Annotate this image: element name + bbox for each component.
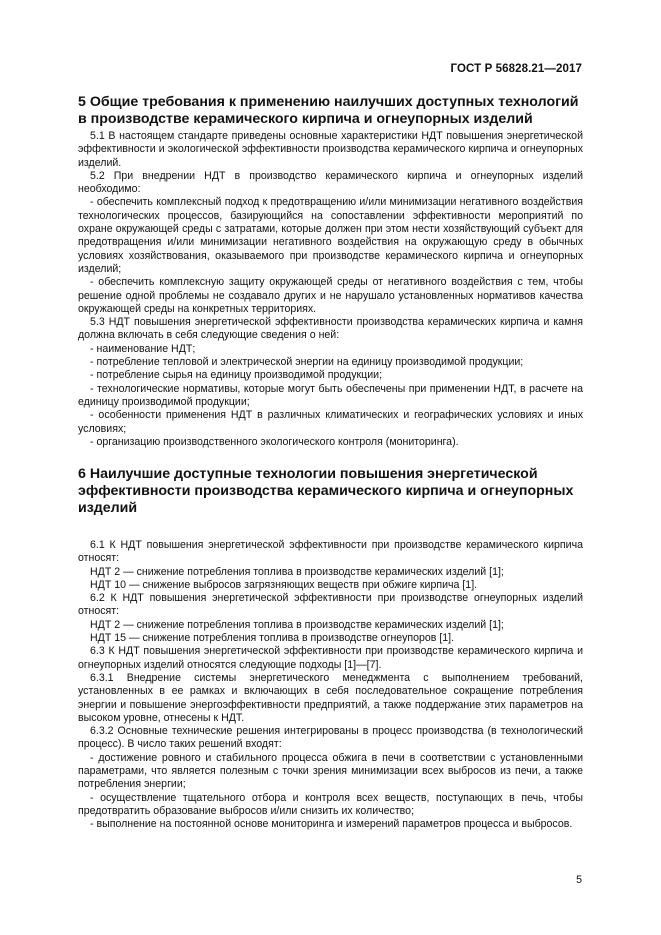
paragraph: 6.1 К НДТ повышения энергетической эффективности при производстве керамического кирпича относят: — [78, 539, 583, 565]
list-item: - выполнение на постоянной основе мониторинга и измерений параметров процесса и выбросов. — [90, 818, 573, 831]
list-item: - особенности применения НДТ в различных климатических и географических условиях и иных условиях; — [78, 409, 583, 435]
section-5-body — [78, 130, 583, 449]
standard-code: ГОСТ Р 56828.21—2017 — [450, 63, 582, 75]
paragraph: НДТ 2 — снижение потребления топлива в производстве керамических изделий [1]; — [90, 618, 504, 631]
list-item: - технологические нормативы, которые могут быть обеспечены при применении НДТ, в расчете на единицу производимой продукции; — [78, 382, 583, 408]
list-item: - потребление сырья на единицу производимой продукции; — [90, 369, 383, 382]
paragraph: 6.3.1 Внедрение системы энергетического менеджмента с выполнением требований, установленных в ее рамках и включающих в себя последовательное сокращение потребления энергии и повышение энергоэффективности предприятий, а также поддержание этих параметров на высоком уровне, отнесены к НДТ. — [78, 671, 583, 724]
paragraph: 5.3 НДТ повышения энергетической эффективности производства керамических кирпича и камня должна включать в себя следующие сведения о ней: — [78, 316, 583, 342]
section-6-body — [78, 539, 583, 832]
list-item: - потребление тепловой и электрической энергии на единицу производимой продукции; — [90, 356, 524, 369]
paragraph: 6.3 К НДТ повышения энергетической эффективности при производстве керамического кирпича и огнеупорных изделий относятся следующие подходы [1]—[7]. — [78, 645, 583, 671]
section-5-title: 5 Общие требования к применению наилучших доступных технологий в производстве керамического кирпича и огнеупорных изделий — [78, 94, 579, 127]
section-6-title: 6 Наилучшие доступные технологии повышения энергетической эффективности производства керамического кирпича и огнеупорных изделий — [78, 466, 574, 516]
list-item: - обеспечить комплексный подход к предотвращению и/или минимизации негативного воздействия технологических процессов, базирующийся на сопоставлении эффективности мероприятий по охране окружающей среды с затратами, которые должен при этом нести хозяйствующий субъект для предотвращения и/или минимизации негативного воздействия на окружающую среду в обычных условиях хозяйствования, оказываемого при производстве керамического кирпича и огнеупорных изделий; — [78, 196, 583, 275]
paragraph: 5.2 При внедрении НДТ в производство керамического кирпича и огнеупорных изделий необходимо: — [78, 169, 583, 196]
list-item: - наименование НДТ; — [90, 342, 196, 355]
paragraph: 5.1 В настоящем стандарте приведены основные характеристики НДТ повышения энергетической эффективности и экологической эффективности производства керамического кирпича и огнеупорных изделий. — [78, 130, 583, 169]
list-item: - достижение ровного и стабильного процесса обжига в печи в соответствии с установленными параметрами, что является полезным с точки зрения минимизации всех выбросов из печи, а также потребления энергии; — [78, 751, 583, 791]
paragraph: НДТ 10 — снижение выбросов загрязняющих веществ при обжиге кирпича [1]. — [90, 578, 478, 591]
page-number: 5 — [576, 874, 582, 886]
paragraph: 6.2 К НДТ повышения энергетической эффективности при производстве огнеупорных изделий относят: — [78, 592, 583, 618]
paragraph: НДТ 2 — снижение потребления топлива в производстве керамических изделий [1]; — [90, 565, 504, 578]
list-item: - осуществление тщательного отбора и контроля всех веществ, поступающих в печь, чтобы предотвратить образование выбросов и/или снизить их количество; — [78, 791, 583, 817]
paragraph: НДТ 15 — снижение потребления топлива в производстве огнеупоров [1]. — [90, 632, 455, 645]
paragraph: 6.3.2 Основные технические решения интегрированы в процесс производства (в технологический процесс). В число таких решений входят: — [78, 725, 583, 751]
list-item: - организацию производственного экологического контроля (мониторинга). — [90, 435, 459, 448]
list-item: - обеспечить комплексную защиту окружающей среды от негативного воздействия с тем, чтобы решение одной проблемы не создавало других и не нарушало установленных нормативов качества окружающей среды на конкретных территориях. — [78, 276, 583, 315]
